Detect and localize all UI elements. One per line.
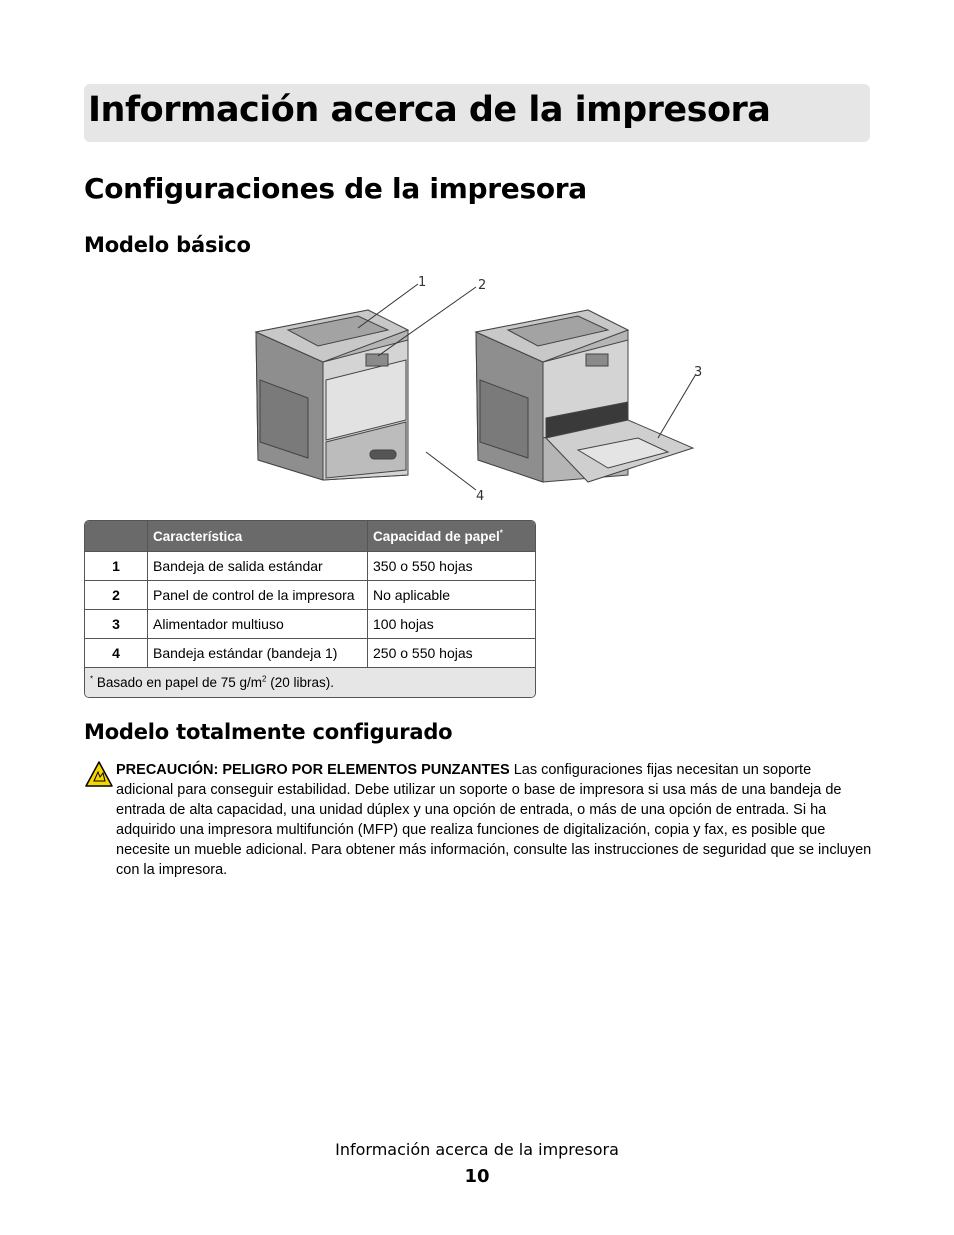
caution-triangle-icon: [84, 760, 114, 788]
row-capacity: No aplicable: [368, 581, 536, 610]
header-cell-feature: [148, 521, 368, 552]
row-number: 3: [85, 610, 148, 639]
printer-closed-image: [256, 310, 408, 480]
table-footnote: [85, 668, 535, 698]
row-capacity: 250 o 550 hojas: [368, 639, 536, 668]
callout-2: 2: [478, 278, 487, 293]
header-cell-capacity: [368, 521, 536, 552]
section-title: Configuraciones de la impresora: [84, 172, 587, 205]
row-feature: Panel de control de la impresora: [148, 581, 368, 610]
footnote-text-after: (20 libras).: [266, 675, 334, 690]
caution-label: PRECAUCIÓN: PELIGRO POR ELEMENTOS PUNZANTES: [116, 762, 510, 778]
printer-illustration: [248, 270, 708, 505]
printer-open-image: [476, 310, 693, 482]
row-number: 4: [85, 639, 148, 668]
basic-model-heading: Modelo básico: [84, 233, 251, 257]
header-capacity-label: Capacidad de papel: [373, 528, 500, 544]
table-row: [85, 552, 535, 581]
table-footnote-row: [85, 668, 535, 698]
row-feature: Bandeja de salida estándar: [148, 552, 368, 581]
caution-paragraph: [116, 760, 872, 880]
full-model-heading: Modelo totalmente configurado: [84, 720, 453, 744]
header-feature-label: Característica: [153, 528, 243, 544]
features-table: [84, 520, 536, 698]
footnote-mark: *: [90, 674, 94, 684]
chapter-title: Información acerca de la impresora: [88, 90, 771, 130]
table-row: [85, 610, 535, 639]
table-row: [85, 639, 535, 668]
row-feature: Alimentador multiuso: [148, 610, 368, 639]
header-footnote-mark: *: [499, 528, 503, 537]
table-row: [85, 581, 535, 610]
callout-3: 3: [694, 365, 703, 380]
callout-1: 1: [418, 275, 427, 290]
footnote-text-before: Basado en papel de 75 g/m: [93, 675, 263, 690]
row-capacity: 100 hojas: [368, 610, 536, 639]
table-header-row: [85, 521, 535, 552]
row-feature: Bandeja estándar (bandeja 1): [148, 639, 368, 668]
callout-4: 4: [476, 489, 485, 504]
footnote-superscript: 2: [262, 674, 267, 684]
caution-body: Las configuraciones fijas necesitan un soporte adicional para conseguir estabilidad. Debe utilizar un soporte o base de impresora si usa más de una bandeja de entrada de alta capacidad, una unidad dúplex y una opción de entrada, o más de una opción de entrada. Si ha adquirido una impresora multifunción (MFP) que realiza funciones de digitalización, copia y fax, es posible que necesite un mueble adicional. Para obtener más información, consulte las instrucciones de seguridad que se incluyen con la impresora.: [116, 762, 872, 878]
header-cell-number: [85, 521, 148, 552]
row-number: 2: [85, 581, 148, 610]
row-number: 1: [85, 552, 148, 581]
footer-title: Información acerca de la impresora: [335, 1140, 619, 1159]
chapter-header-bar: [84, 84, 870, 142]
row-capacity: 350 o 550 hojas: [368, 552, 536, 581]
page-number: 10: [464, 1166, 490, 1187]
